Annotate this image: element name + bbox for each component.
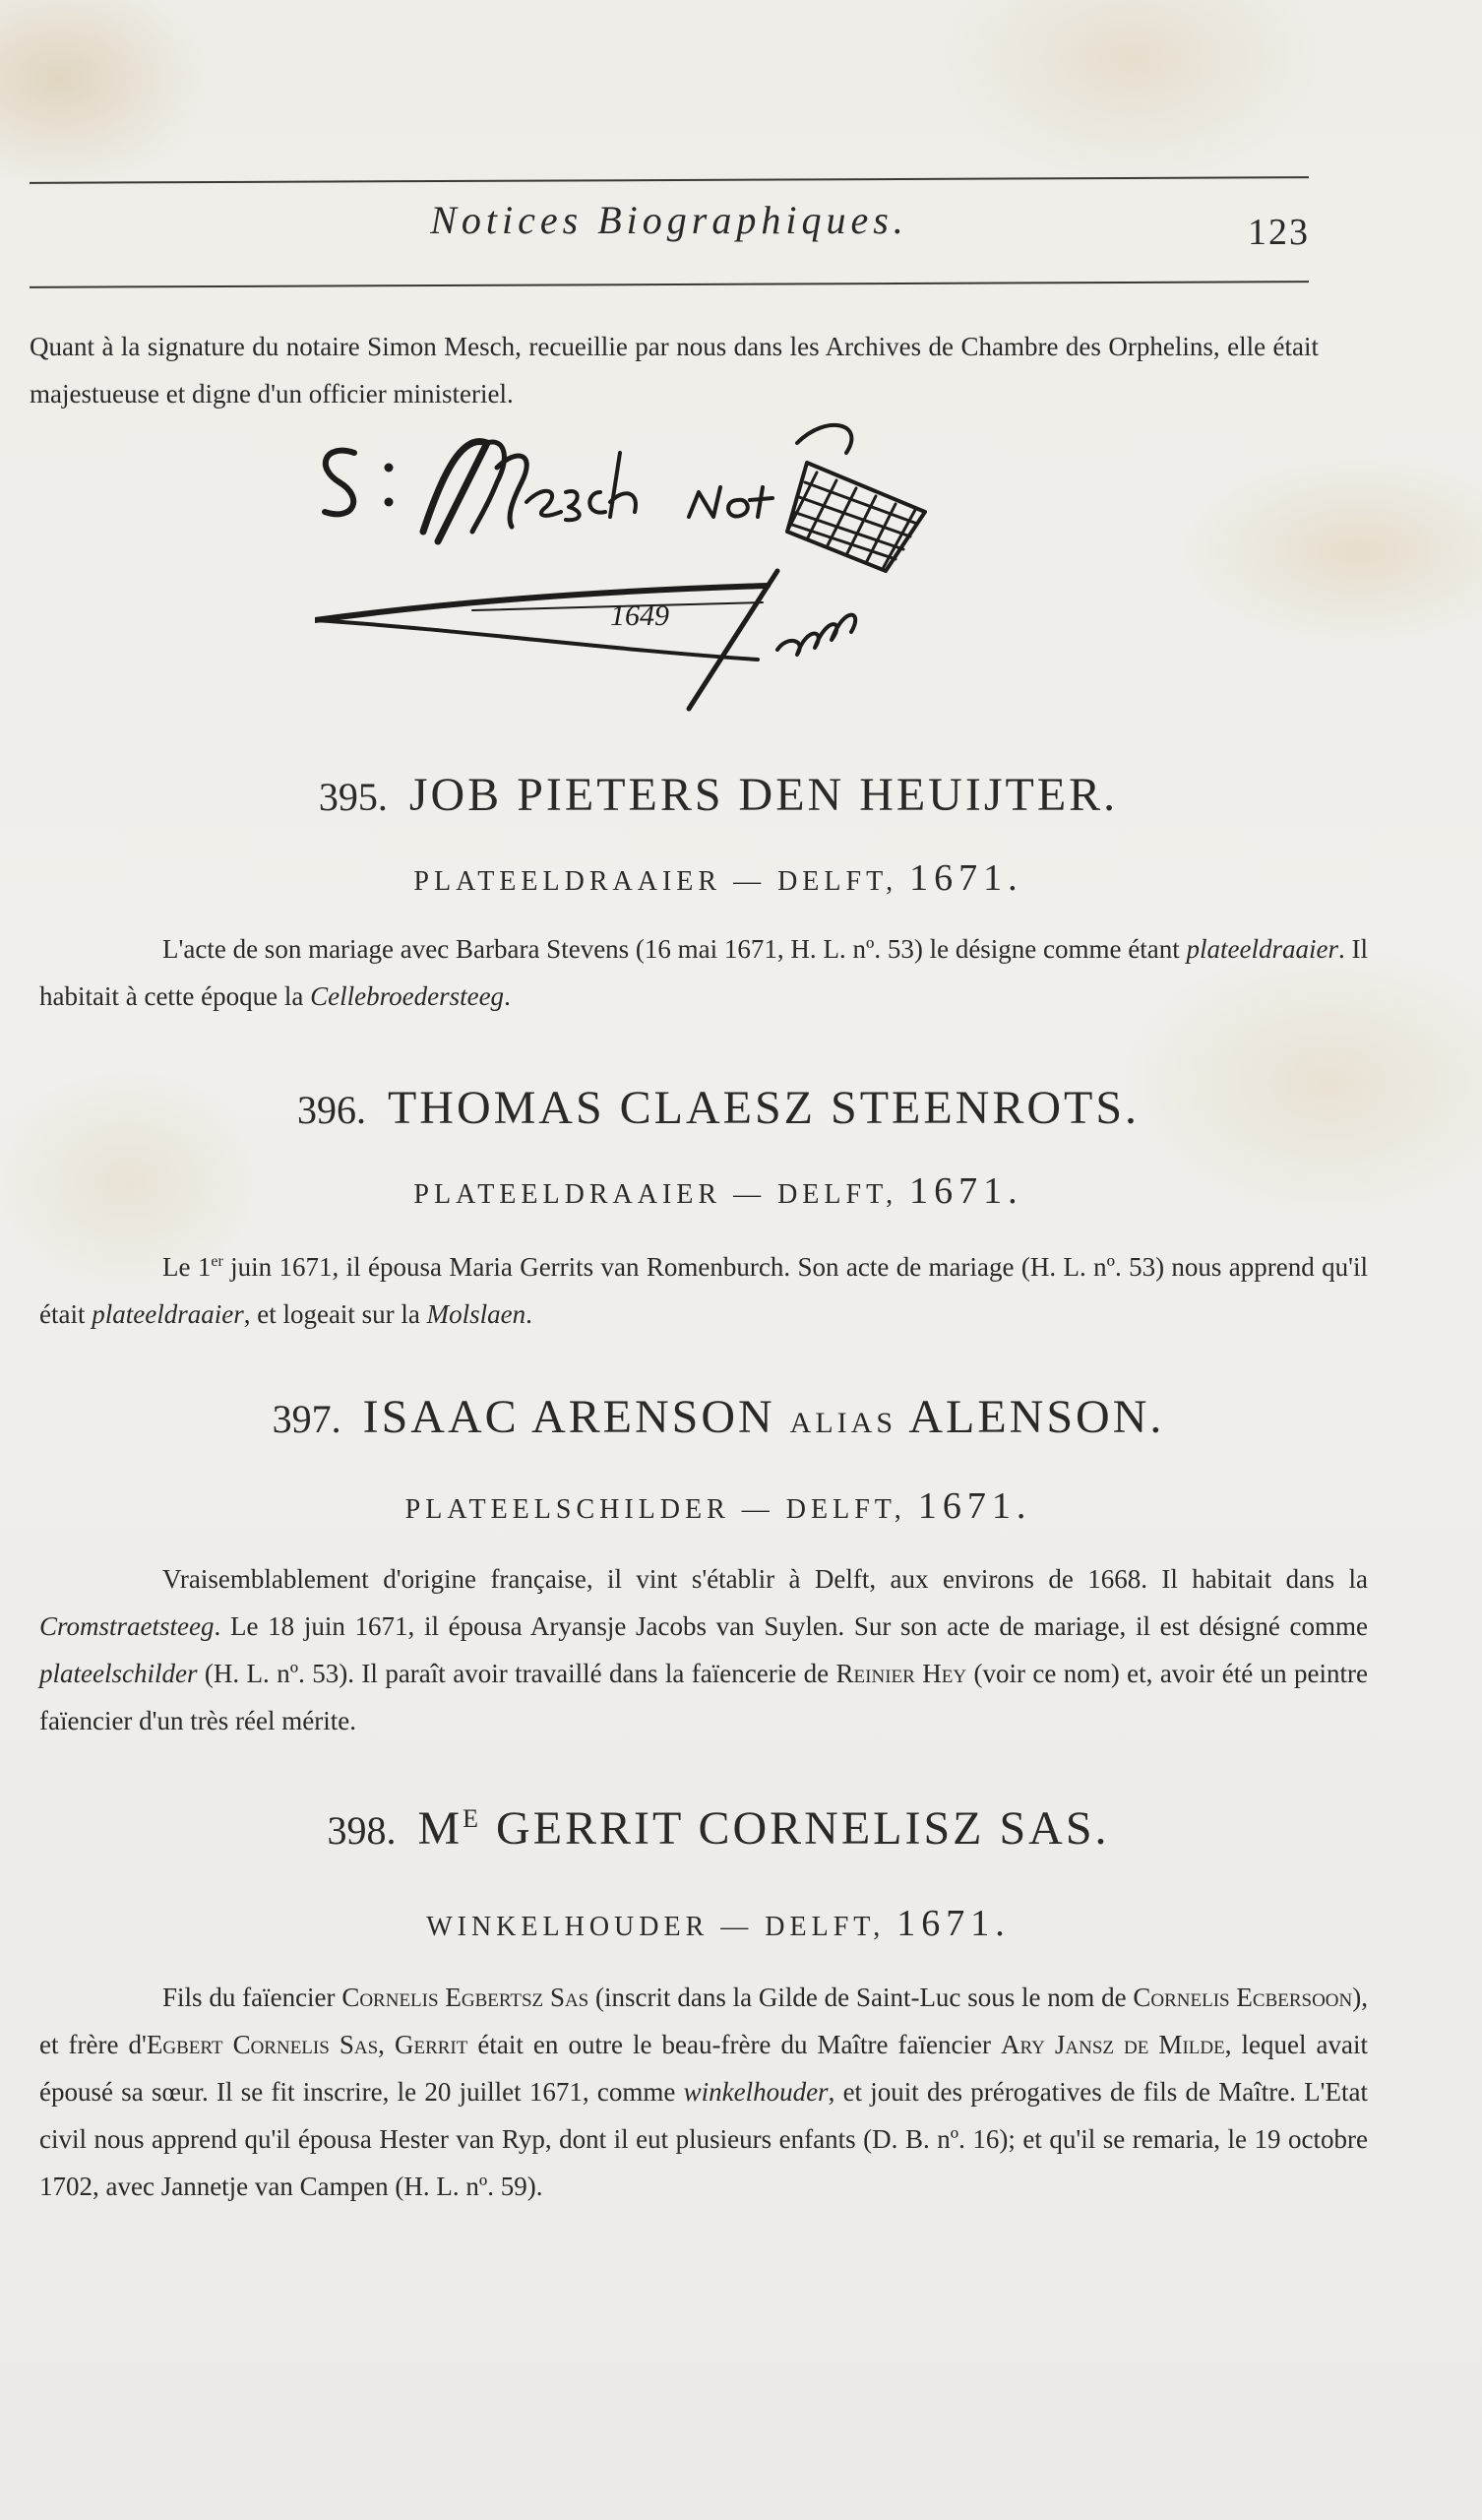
entry-place: DELFT,	[777, 1179, 898, 1210]
entry-397-subtitle	[0, 1484, 1437, 1528]
entry-year: 1671.	[896, 1903, 1011, 1944]
entry-398-title	[0, 1801, 1437, 1856]
entry-396-title	[0, 1081, 1437, 1135]
text-run: Fils du faïencier	[162, 1983, 342, 2012]
text-run: ), et frère d'	[39, 1983, 1368, 2059]
header-rule-top	[30, 176, 1309, 184]
small-caps-run: Cornelis Egbertsz Sas	[341, 1983, 589, 2012]
entry-397-paragraph	[39, 1555, 1368, 1744]
italic-run: plateeldraaier	[92, 1299, 244, 1329]
page-number: 123	[1248, 212, 1310, 253]
entry-title-sup: E	[463, 1804, 482, 1833]
entry-year: 1671.	[917, 1485, 1032, 1527]
text-run: était en outre le beau-frère du Maître faïencier	[467, 2030, 1001, 2059]
entry-alias-name: ALENSON.	[908, 1391, 1165, 1443]
entry-dash: —	[733, 866, 767, 897]
text-run: , lequel avait épousé sa sœur. Il se fit inscrire, le 20 juillet 1671, comme	[39, 2030, 1369, 2107]
entry-occupation: WINKELHOUDER	[426, 1912, 710, 1942]
running-head: Notices Biographiques.	[430, 198, 908, 242]
small-caps-run: Egbert Cornelis Sas	[146, 2030, 379, 2059]
entry-number: 397.	[272, 1397, 341, 1441]
entry-place: DELFT,	[785, 1494, 906, 1525]
text-run: .	[504, 981, 511, 1011]
entry-year: 1671.	[909, 857, 1023, 899]
small-caps-run: Reinier Hey	[835, 1659, 967, 1688]
entry-395-title	[0, 768, 1437, 822]
small-caps-run: Cornelis Ecbersoon	[1133, 1983, 1353, 2012]
entry-396-paragraph	[39, 1238, 1368, 1338]
intro-paragraph: Quant à la signature du notaire Simon Mesch, recueillie par nous dans les Archives de Chambre des Orphelins, elle était majestueuse et digne d'un officier ministeriel.	[30, 332, 1319, 409]
superscript-run: er	[211, 1253, 223, 1270]
entry-alias: ALIAS	[789, 1407, 897, 1439]
entry-occupation: PLATEELSCHILDER	[404, 1494, 730, 1525]
italic-run: Cellebroedersteeg	[310, 981, 505, 1011]
entry-name: JOB PIETERS DEN HEUIJTER.	[408, 769, 1119, 821]
text-run: .	[525, 1299, 532, 1329]
italic-run: plateeldraaier	[1186, 934, 1338, 964]
italic-run: Cromstraetsteeg	[39, 1611, 215, 1641]
entry-year: 1671.	[909, 1170, 1023, 1212]
text-run: juin 1671, il épousa Maria Gerrits van Romenburch. Son acte de mariage (H. L. nº. 53) nous apprend qu'il était	[39, 1252, 1368, 1329]
entry-396-subtitle	[0, 1169, 1437, 1213]
text-run: , et jouit des prérogatives de fils de Maître. L'Etat civil nous apprend qu'il épousa Hester van Ryp, dont il eut plusieurs enfants (D. B. nº. 16); et qu'il se remaria, le 19 octobre 1702, avec Jannetje van Campen (H. L. nº. 59).	[39, 2077, 1369, 2201]
italic-run: plateelschilder	[39, 1659, 198, 1688]
entry-occupation: PLATEELDRAAIER	[413, 866, 722, 897]
text-run: L'acte de son mariage avec Barbara Stevens (16 mai 1671, H. L. nº. 53) le désigne comme étant	[162, 934, 1187, 964]
signature-image	[315, 413, 1043, 728]
entry-title-prefix: M	[417, 1802, 463, 1855]
signature-year: 1649	[610, 599, 669, 632]
entry-398-paragraph	[39, 1974, 1368, 2210]
entry-number: 398.	[327, 1808, 397, 1853]
entry-name: THOMAS CLAESZ STEENROTS.	[387, 1082, 1141, 1134]
text-run: (inscrit dans la Gilde de Saint-Luc sous le nom de	[588, 1983, 1134, 2012]
entry-dash: —	[741, 1494, 774, 1525]
text-run: Vraisemblablement d'origine française, il vint s'établir à Delft, aux environs de 1668. Il habitait dans la	[162, 1564, 1368, 1594]
text-run: ,	[378, 2030, 395, 2059]
entry-dash: —	[720, 1912, 754, 1942]
text-run: . Le 18 juin 1671, il épousa Aryansje Jacobs van Suylen. Sur son acte de mariage, il est désigné comme	[214, 1611, 1368, 1641]
entry-occupation: PLATEELDRAAIER	[413, 1179, 722, 1210]
italic-run: Molslaen	[426, 1299, 526, 1329]
text-run: , et logeait sur la	[243, 1299, 427, 1329]
small-caps-run: Ary Jansz de Milde	[1001, 2030, 1225, 2059]
entry-395-paragraph	[39, 925, 1368, 1020]
entry-398-subtitle	[0, 1902, 1437, 1945]
entry-number: 395.	[318, 775, 388, 819]
entry-397-title	[0, 1390, 1437, 1444]
text-run: (voir ce nom) et, avoir été un peintre faïencier d'un très réel mérite.	[39, 1659, 1368, 1735]
entry-name: GERRIT CORNELISZ SAS.	[496, 1802, 1110, 1855]
italic-run: winkelhouder	[683, 2077, 829, 2107]
entry-name: ISAAC ARENSON	[362, 1391, 775, 1443]
text-run: Le 1	[162, 1252, 212, 1282]
entry-place: DELFT,	[765, 1912, 886, 1942]
small-caps-run: Gerrit	[394, 2030, 468, 2059]
entry-dash: —	[733, 1179, 767, 1210]
text-run: . Il habitait à cette époque la	[39, 934, 1369, 1011]
entry-place: DELFT,	[777, 866, 898, 897]
header-rule-bottom	[30, 281, 1309, 288]
text-run: (H. L. nº. 53). Il paraît avoir travaillé dans la faïencerie de	[197, 1659, 836, 1688]
entry-395-subtitle	[0, 856, 1437, 900]
entry-number: 396.	[296, 1088, 366, 1132]
